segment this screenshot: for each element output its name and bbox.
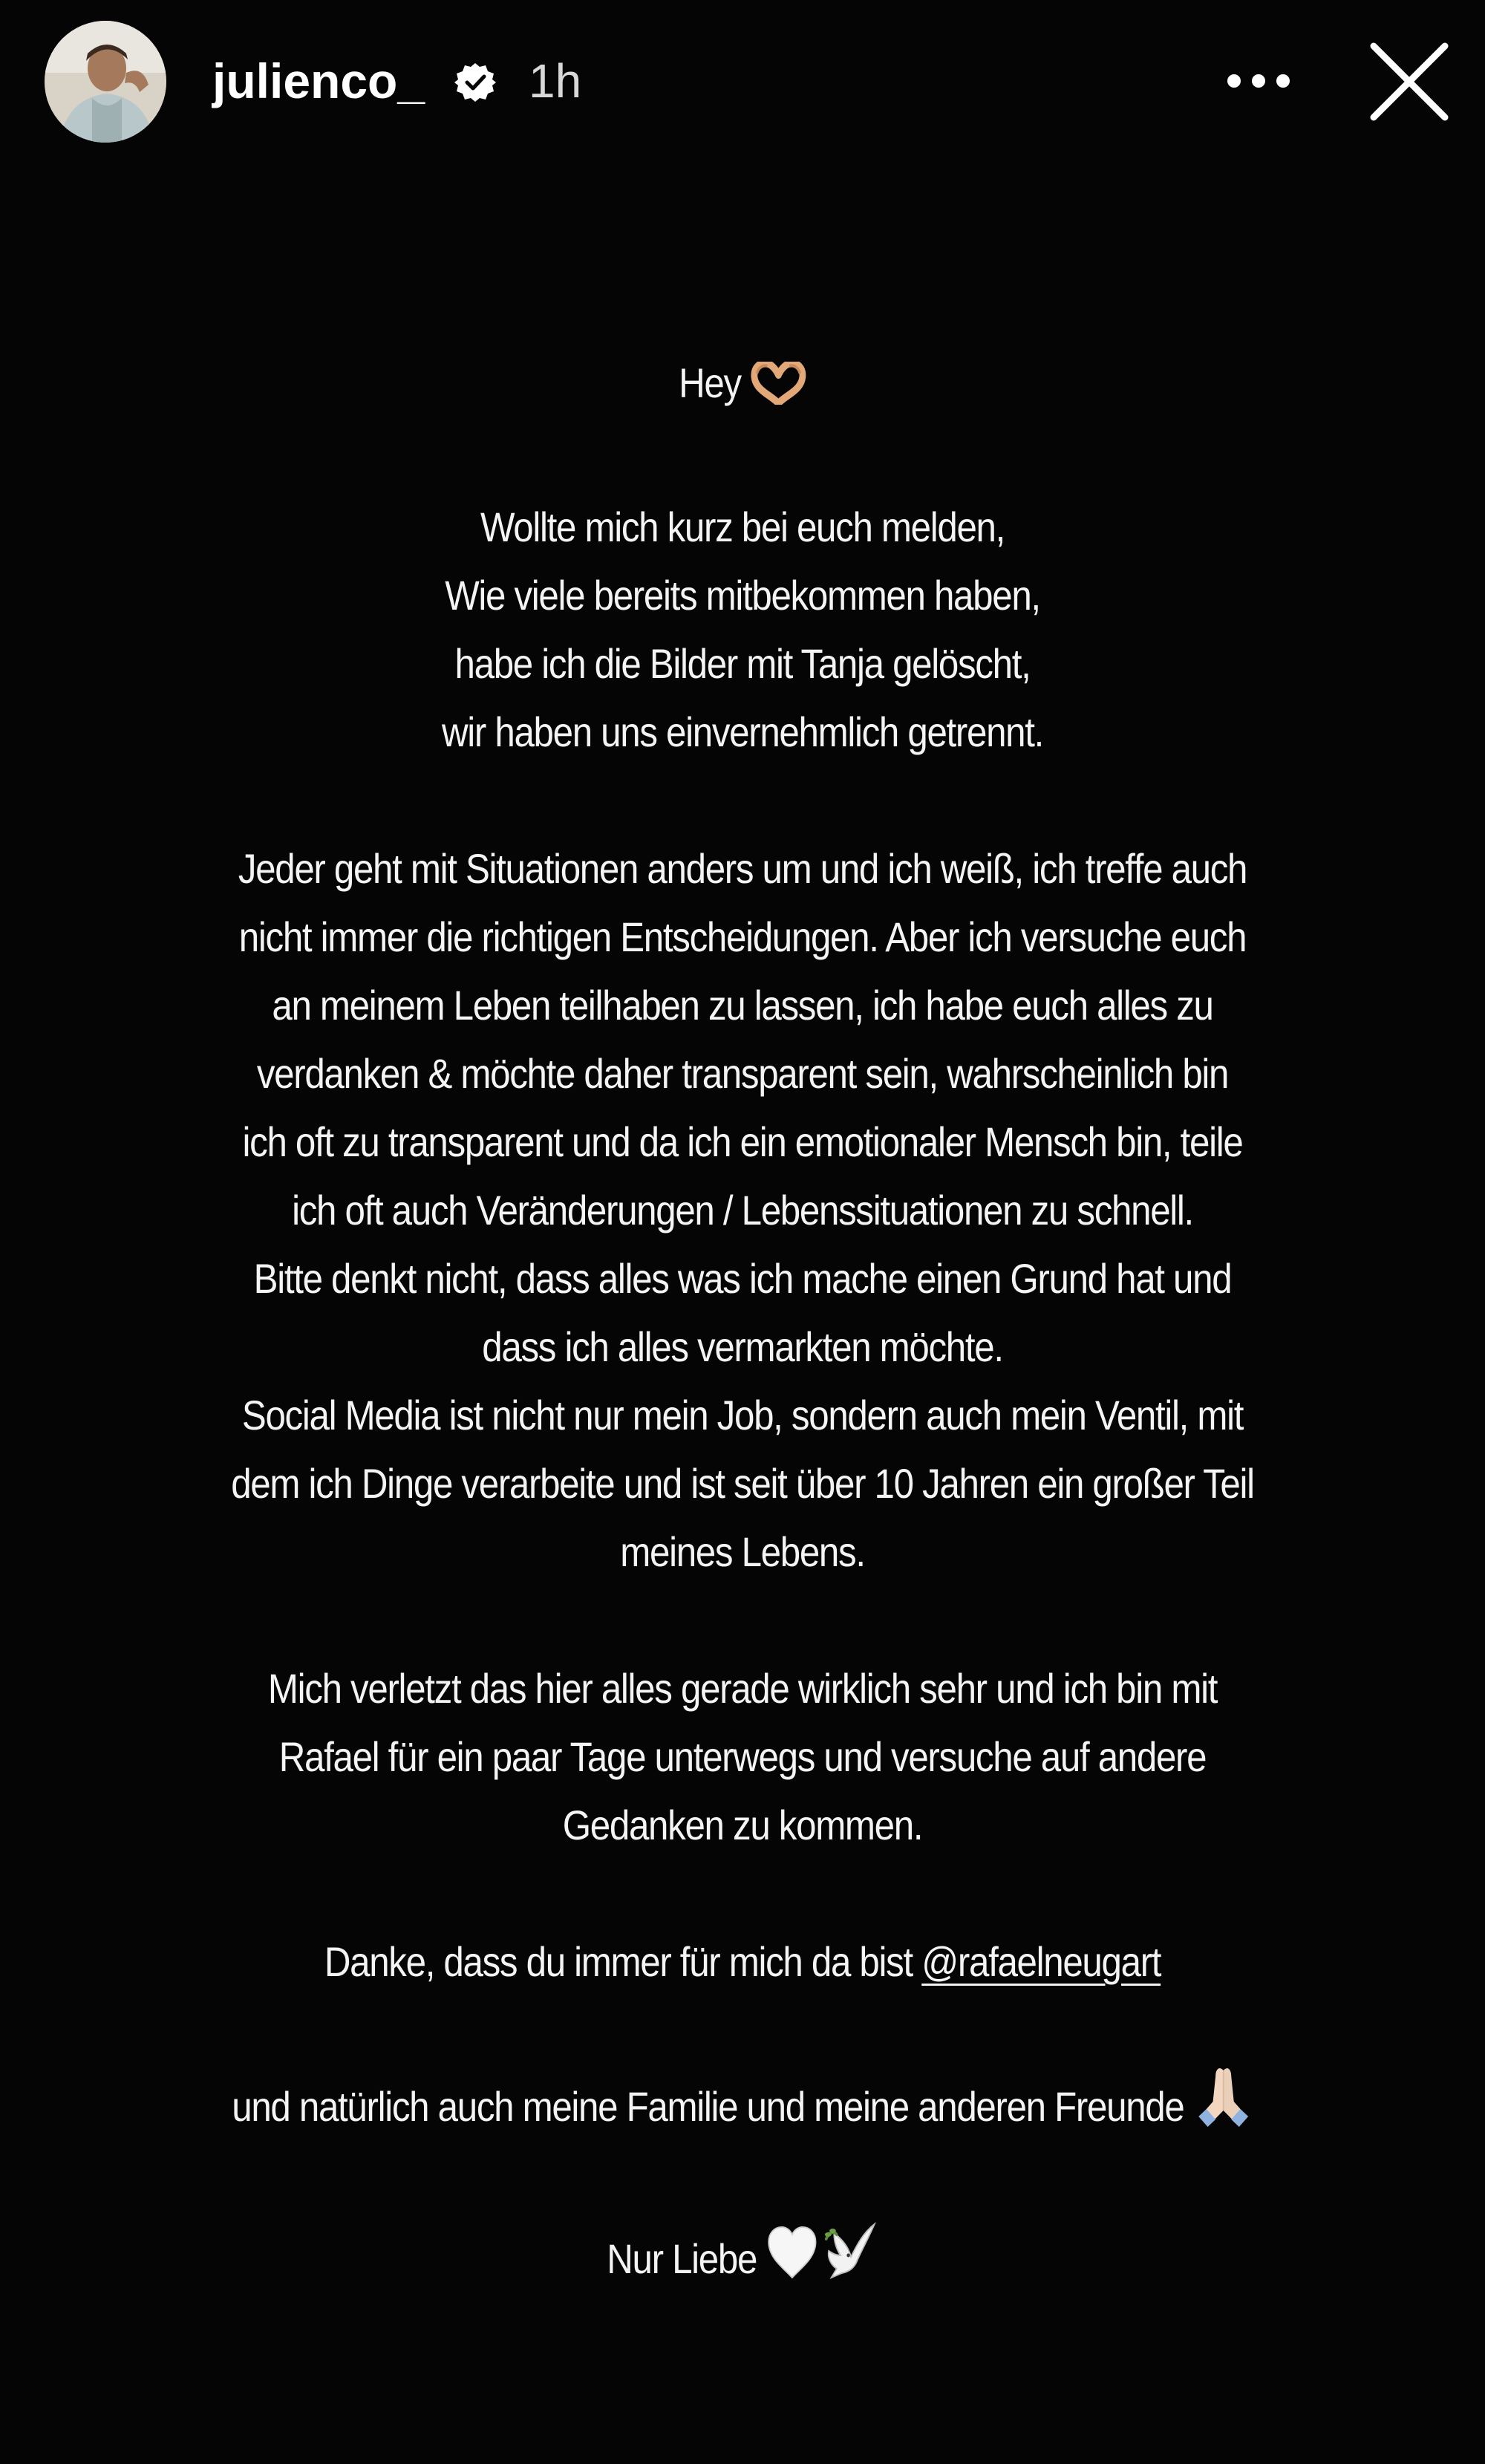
thanks-line	[180, 1928, 1305, 1996]
paragraph-2-line: ich oft auch Veränderungen / Lebenssituationen zu schnell.	[292, 1187, 1193, 1233]
heart-hands-icon	[750, 356, 806, 425]
paragraph-1-line: Wie viele bereits mitbekommen haben,	[445, 572, 1040, 619]
closing-line	[180, 2217, 1305, 2301]
family-text: und natürlich auch meine Familie und meine anderen Freunde	[232, 2083, 1184, 2130]
dove-icon	[822, 2217, 878, 2301]
paragraph-1-line: Wollte mich kurz bei euch melden,	[480, 503, 1005, 550]
paragraph-2-line: dass ich alles vermarkten möchte.	[482, 1323, 1003, 1370]
paragraph-2-line: an meinem Leben teilhaben zu lassen, ich habe euch alles zu	[272, 982, 1213, 1029]
paragraph-3-line: Rafael für ein paar Tage unterwegs und versuche auf andere	[278, 1733, 1207, 1780]
paragraph-1-line: habe ich die Bilder mit Tanja gelöscht,	[454, 640, 1031, 687]
family-line	[180, 2064, 1305, 2148]
paragraph-2-line: dem ich Dinge verarbeite und ist seit über 10 Jahren ein großer Teil	[231, 1460, 1254, 1507]
avatar[interactable]	[45, 21, 166, 143]
paragraph-1-line: wir haben uns einvernehmlich getrennt.	[441, 708, 1044, 755]
paragraph-2-line: meines Lebens.	[620, 1528, 865, 1575]
story-header	[0, 0, 1485, 163]
paragraph-2-line: Jeder geht mit Situationen anders um und ich weiß, ich treffe auch	[238, 845, 1247, 892]
mention-link[interactable]: @rafaelneugart	[921, 1938, 1161, 1985]
closing-text: Nur Liebe	[607, 2235, 757, 2282]
thanks-text: Danke, dass du immer für mich da bist	[324, 1938, 913, 1985]
story-text	[180, 349, 1305, 2301]
paragraph-2-line: Social Media ist nicht nur mein Job, sondern auch mein Ventil, mit	[241, 1392, 1244, 1438]
verified-badge-icon	[454, 62, 496, 103]
paragraph-2-line: Bitte denkt nicht, dass alles was ich mache einen Grund hat und	[253, 1255, 1232, 1302]
paragraph-2-line: nicht immer die richtigen Entscheidungen. Aber ich versuche euch	[238, 913, 1247, 960]
more-dots-icon[interactable]	[1218, 55, 1299, 107]
paragraph-3-line: Mich verletzt das hier alles gerade wirklich sehr und ich bin mit	[267, 1665, 1218, 1712]
paragraph-2-line: verdanken & möchte daher transparent sein, wahrscheinlich bin	[256, 1050, 1229, 1097]
paragraph-2-line: ich oft zu transparent und da ich ein emotionaler Mensch bin, teile	[242, 1118, 1243, 1165]
username[interactable]: julienco_	[212, 53, 425, 108]
white-heart-icon	[766, 2226, 817, 2301]
greeting-line	[180, 349, 1305, 425]
post-time: 1h	[529, 54, 582, 108]
praying-hands-icon	[1193, 2064, 1253, 2148]
greeting-text: Hey	[679, 359, 741, 406]
paragraph-3-line: Gedanken zu kommen.	[562, 1802, 923, 1848]
close-icon[interactable]	[1365, 37, 1454, 126]
